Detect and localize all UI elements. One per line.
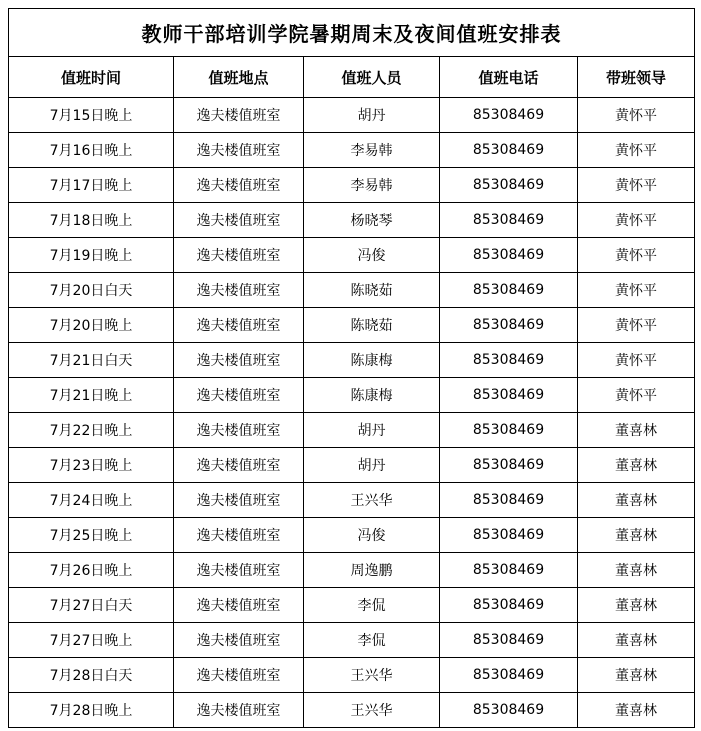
leader-cell: 黄怀平 [578, 343, 695, 378]
table-row [9, 658, 695, 693]
duty-staff-cell: 陈晓茹 [304, 273, 440, 308]
duty-time-cell: 7月28日晚上 [9, 693, 174, 728]
header-duty-location: 值班地点 [174, 57, 304, 98]
duty-location-cell: 逸夫楼值班室 [174, 588, 304, 623]
duty-phone-cell: 85308469 [440, 448, 578, 483]
duty-location-cell: 逸夫楼值班室 [174, 238, 304, 273]
duty-location-cell: 逸夫楼值班室 [174, 623, 304, 658]
duty-time-cell: 7月19日晚上 [9, 238, 174, 273]
duty-staff-cell: 李侃 [304, 588, 440, 623]
duty-time-cell: 7月27日晚上 [9, 623, 174, 658]
duty-schedule-table [8, 8, 695, 728]
table-row [9, 518, 695, 553]
duty-staff-cell: 胡丹 [304, 413, 440, 448]
duty-location-cell: 逸夫楼值班室 [174, 273, 304, 308]
table-row [9, 308, 695, 343]
duty-time-cell: 7月16日晚上 [9, 133, 174, 168]
leader-cell: 董喜林 [578, 623, 695, 658]
table-row [9, 448, 695, 483]
duty-location-cell: 逸夫楼值班室 [174, 308, 304, 343]
duty-location-cell: 逸夫楼值班室 [174, 553, 304, 588]
duty-staff-cell: 胡丹 [304, 98, 440, 133]
leader-cell: 黄怀平 [578, 238, 695, 273]
title-row [9, 9, 695, 57]
duty-location-cell: 逸夫楼值班室 [174, 658, 304, 693]
header-duty-staff: 值班人员 [304, 57, 440, 98]
leader-cell: 董喜林 [578, 588, 695, 623]
duty-staff-cell: 李侃 [304, 623, 440, 658]
table-row [9, 378, 695, 413]
duty-location-cell: 逸夫楼值班室 [174, 133, 304, 168]
duty-location-cell: 逸夫楼值班室 [174, 483, 304, 518]
duty-staff-cell: 杨晓琴 [304, 203, 440, 238]
duty-location-cell: 逸夫楼值班室 [174, 168, 304, 203]
duty-time-cell: 7月28日白天 [9, 658, 174, 693]
duty-staff-cell: 周逸鹏 [304, 553, 440, 588]
leader-cell: 黄怀平 [578, 378, 695, 413]
leader-cell: 黄怀平 [578, 98, 695, 133]
duty-time-cell: 7月25日晚上 [9, 518, 174, 553]
leader-cell: 董喜林 [578, 693, 695, 728]
duty-schedule-sheet [8, 8, 694, 728]
duty-time-cell: 7月27日白天 [9, 588, 174, 623]
duty-time-cell: 7月20日晚上 [9, 308, 174, 343]
leader-cell: 董喜林 [578, 518, 695, 553]
table-row [9, 168, 695, 203]
duty-staff-cell: 陈康梅 [304, 378, 440, 413]
duty-staff-cell: 王兴华 [304, 658, 440, 693]
duty-time-cell: 7月17日晚上 [9, 168, 174, 203]
header-leader: 带班领导 [578, 57, 695, 98]
duty-time-cell: 7月24日晚上 [9, 483, 174, 518]
leader-cell: 黄怀平 [578, 133, 695, 168]
table-row [9, 483, 695, 518]
duty-phone-cell: 85308469 [440, 413, 578, 448]
table-row [9, 203, 695, 238]
duty-staff-cell: 冯俊 [304, 238, 440, 273]
table-row [9, 413, 695, 448]
duty-staff-cell: 李易韩 [304, 168, 440, 203]
table-row [9, 588, 695, 623]
duty-location-cell: 逸夫楼值班室 [174, 203, 304, 238]
duty-time-cell: 7月20日白天 [9, 273, 174, 308]
table-row [9, 693, 695, 728]
duty-phone-cell: 85308469 [440, 553, 578, 588]
duty-staff-cell: 陈康梅 [304, 343, 440, 378]
duty-time-cell: 7月15日晚上 [9, 98, 174, 133]
duty-location-cell: 逸夫楼值班室 [174, 378, 304, 413]
duty-phone-cell: 85308469 [440, 693, 578, 728]
duty-phone-cell: 85308469 [440, 483, 578, 518]
duty-phone-cell: 85308469 [440, 658, 578, 693]
duty-phone-cell: 85308469 [440, 203, 578, 238]
duty-phone-cell: 85308469 [440, 133, 578, 168]
duty-staff-cell: 王兴华 [304, 693, 440, 728]
duty-phone-cell: 85308469 [440, 308, 578, 343]
duty-phone-cell: 85308469 [440, 238, 578, 273]
duty-phone-cell: 85308469 [440, 273, 578, 308]
duty-phone-cell: 85308469 [440, 623, 578, 658]
leader-cell: 董喜林 [578, 448, 695, 483]
duty-time-cell: 7月22日晚上 [9, 413, 174, 448]
leader-cell: 董喜林 [578, 658, 695, 693]
duty-time-cell: 7月26日晚上 [9, 553, 174, 588]
leader-cell: 黄怀平 [578, 308, 695, 343]
duty-location-cell: 逸夫楼值班室 [174, 448, 304, 483]
duty-staff-cell: 李易韩 [304, 133, 440, 168]
table-row [9, 343, 695, 378]
table-row [9, 623, 695, 658]
table-row [9, 133, 695, 168]
header-duty-phone: 值班电话 [440, 57, 578, 98]
table-title: 教师干部培训学院暑期周末及夜间值班安排表 [9, 9, 695, 57]
duty-location-cell: 逸夫楼值班室 [174, 343, 304, 378]
leader-cell: 黄怀平 [578, 203, 695, 238]
duty-location-cell: 逸夫楼值班室 [174, 693, 304, 728]
duty-time-cell: 7月21日白天 [9, 343, 174, 378]
duty-location-cell: 逸夫楼值班室 [174, 98, 304, 133]
header-row [9, 57, 695, 98]
duty-location-cell: 逸夫楼值班室 [174, 413, 304, 448]
leader-cell: 董喜林 [578, 413, 695, 448]
header-duty-time: 值班时间 [9, 57, 174, 98]
duty-staff-cell: 王兴华 [304, 483, 440, 518]
duty-time-cell: 7月23日晚上 [9, 448, 174, 483]
leader-cell: 董喜林 [578, 483, 695, 518]
leader-cell: 黄怀平 [578, 168, 695, 203]
duty-time-cell: 7月21日晚上 [9, 378, 174, 413]
duty-staff-cell: 胡丹 [304, 448, 440, 483]
table-row [9, 98, 695, 133]
duty-location-cell: 逸夫楼值班室 [174, 518, 304, 553]
table-row [9, 273, 695, 308]
duty-phone-cell: 85308469 [440, 168, 578, 203]
duty-phone-cell: 85308469 [440, 588, 578, 623]
table-row [9, 238, 695, 273]
duty-staff-cell: 陈晓茹 [304, 308, 440, 343]
table-row [9, 553, 695, 588]
leader-cell: 董喜林 [578, 553, 695, 588]
duty-staff-cell: 冯俊 [304, 518, 440, 553]
duty-time-cell: 7月18日晚上 [9, 203, 174, 238]
leader-cell: 黄怀平 [578, 273, 695, 308]
duty-phone-cell: 85308469 [440, 98, 578, 133]
duty-phone-cell: 85308469 [440, 518, 578, 553]
duty-phone-cell: 85308469 [440, 378, 578, 413]
duty-phone-cell: 85308469 [440, 343, 578, 378]
